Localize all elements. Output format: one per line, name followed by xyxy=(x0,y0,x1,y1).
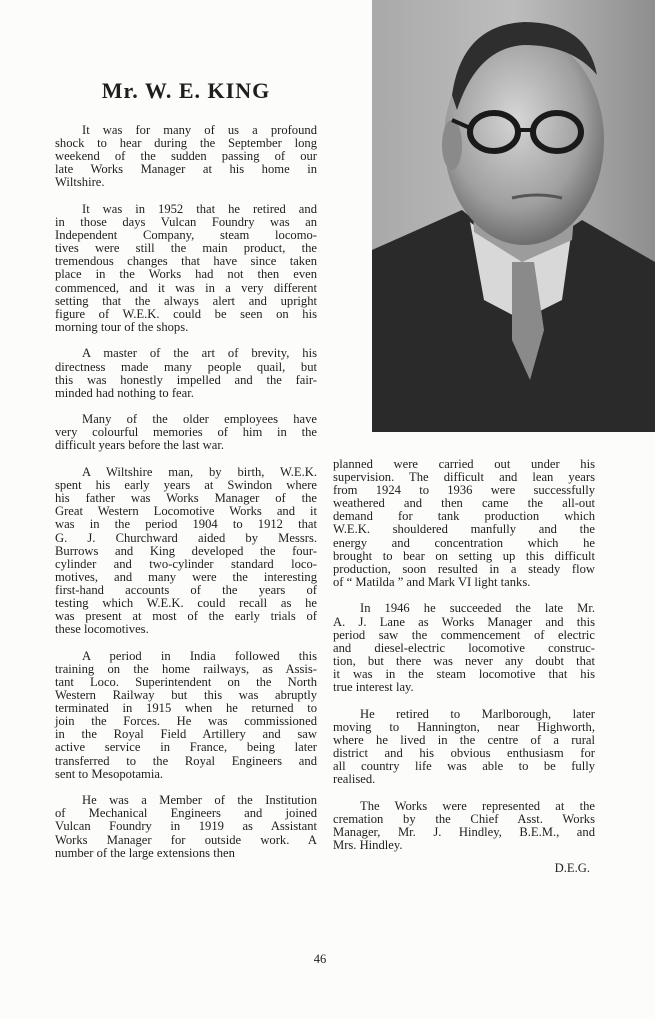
text-line: from 1924 to 1936 were successfully xyxy=(333,483,595,498)
text-line: It was for many of us a profound xyxy=(82,123,317,137)
text-line: A period in India followed this xyxy=(82,648,317,663)
left-column xyxy=(55,124,317,873)
text-line: Great Western Locomotive Works and it xyxy=(55,504,317,519)
text-line: tives were still the main product, the xyxy=(55,241,317,256)
text-line: weathered and then came the all-out xyxy=(333,496,595,511)
text-line: setting that the always alert and upright xyxy=(55,293,317,308)
text-line: realised. xyxy=(333,772,376,787)
text-line: shock to hear during the September long xyxy=(55,136,317,151)
text-line: very colourful memories of him in the xyxy=(55,425,317,440)
text-line: his father was Works Manager of the xyxy=(55,491,317,506)
text-line: Works Manager for outside work. A xyxy=(55,832,317,847)
text-line: In 1946 he succeeded the late Mr. xyxy=(360,601,595,616)
text-line: these locomotives. xyxy=(55,622,149,637)
text-line: this was honestly impelled and the fair- xyxy=(55,372,317,387)
text-line: energy and concentration which he xyxy=(333,535,595,550)
paragraph xyxy=(55,203,317,334)
text-line: it was in the steam locomotive that his xyxy=(333,666,595,681)
text-line: of Mechanical Engineers and joined xyxy=(55,806,317,821)
portrait-figure-icon xyxy=(372,0,655,432)
text-line: terminated in 1915 when he returned to xyxy=(55,701,317,716)
paragraph xyxy=(55,466,317,636)
text-line: morning tour of the shops. xyxy=(55,319,189,334)
portrait-photo xyxy=(372,0,655,432)
paragraph xyxy=(55,347,317,399)
paragraph xyxy=(55,413,317,452)
text-line: active service in France, being later xyxy=(55,740,317,755)
text-line: transferred to the Royal Engineers and xyxy=(55,753,317,768)
article-title: Mr. W. E. KING xyxy=(101,78,271,103)
text-line: He was a Member of the Institution xyxy=(82,793,317,808)
text-line: number of the large extensions then xyxy=(55,845,235,860)
text-line: was present at most of the early trials of xyxy=(55,609,317,624)
text-line: A master of the art of brevity, his xyxy=(82,346,317,361)
text-line: Manager, Mr. J. Hindley, B.E.M., and xyxy=(333,824,595,839)
text-line: Mrs. Hindley. xyxy=(333,837,403,852)
text-line: It was in 1952 that he retired and xyxy=(82,201,317,216)
text-line: testing which W.E.K. could recall as he xyxy=(55,596,317,610)
text-line: of “ Matilda ” and Mark VI light tanks. xyxy=(333,574,531,589)
text-line: Many of the older employees have xyxy=(82,412,317,427)
text-line: G. J. Churchward aided by Messrs. xyxy=(55,530,317,545)
paragraph xyxy=(333,708,595,787)
right-column xyxy=(333,458,595,866)
text-line: Independent Company, steam locomo- xyxy=(55,228,317,243)
text-line: demand for tank production which xyxy=(333,509,595,524)
text-line: commenced, and it was in a very different xyxy=(55,280,317,295)
text-line: sent to Mesopotamia. xyxy=(55,766,164,781)
text-line: tant Loco. Superintendent on the North xyxy=(55,674,317,689)
text-line: period saw the commencement of electric xyxy=(333,627,595,642)
text-line: weekend of the sudden passing of our xyxy=(55,149,317,164)
text-line: A Wiltshire man, by birth, W.E.K. xyxy=(82,465,317,480)
text-line: The Works were represented at the xyxy=(360,798,595,813)
text-line: spent his early years at Swindon where xyxy=(55,478,317,493)
text-line: district and his obvious enthusiasm for xyxy=(333,745,595,760)
text-line: where he lived in the centre of a rural xyxy=(333,732,595,747)
text-line: planned were carried out under his xyxy=(333,457,595,471)
author-signature: D.E.G. xyxy=(554,861,590,875)
paragraph xyxy=(333,602,595,694)
text-line: join the Forces. He was commissioned xyxy=(55,714,317,729)
text-line: training on the home railways, as Assis- xyxy=(55,661,317,676)
text-line: first-hand accounts of the years of xyxy=(55,582,317,597)
text-line: Vulcan Foundry in 1919 as Assistant xyxy=(55,819,317,834)
text-line: Western Railway but this was abruptly xyxy=(55,688,317,703)
page-number: 46 xyxy=(313,952,327,966)
text-line: in the Royal Field Artillery and saw xyxy=(55,727,317,742)
text-line: minded had nothing to fear. xyxy=(55,385,194,400)
text-line: A. J. Lane as Works Manager and this xyxy=(333,614,595,629)
text-line: Wiltshire. xyxy=(55,175,105,190)
text-line: difficult years before the last war. xyxy=(55,438,225,453)
text-line: all country life was able to be fully xyxy=(333,758,595,773)
text-line: place in the Works had not then even xyxy=(55,267,317,282)
text-line: tremendous changes that have since taken xyxy=(55,254,317,269)
text-line: moving to Hannington, near Highworth, xyxy=(333,719,595,734)
text-line: true interest lay. xyxy=(333,680,414,694)
text-line: and diesel-electric locomotive construc- xyxy=(333,640,595,655)
paragraph xyxy=(333,800,595,852)
text-line: motives, and many were the interesting xyxy=(55,569,317,584)
text-line: late Works Manager at his home in xyxy=(55,162,317,177)
text-line: tion, but there was never any doubt that xyxy=(333,653,595,668)
text-line: Burrows and King developed the four- xyxy=(55,543,317,558)
paragraph xyxy=(55,124,317,189)
text-line: directness made many people quail, but xyxy=(55,359,317,374)
text-line: He retired to Marlborough, later xyxy=(360,706,595,721)
paragraph xyxy=(333,458,595,589)
text-line: production, soon resulted in a steady flow xyxy=(333,561,595,576)
text-line: cremation by the Chief Asst. Works xyxy=(333,811,595,826)
text-line: brought to bear on setting up this difficult xyxy=(333,548,595,563)
text-line: cylinder and two-cylinder standard loco- xyxy=(55,556,317,571)
text-line: figure of W.E.K. could be seen on his xyxy=(55,306,317,321)
text-line: was in the period 1904 to 1912 that xyxy=(55,517,317,532)
text-line: W.E.K. shouldered manfully and the xyxy=(333,522,595,537)
paragraph xyxy=(55,794,317,859)
text-line: supervision. The difficult and lean years xyxy=(333,470,595,485)
paragraph xyxy=(55,650,317,781)
text-line: in those days Vulcan Foundry was an xyxy=(55,215,317,230)
